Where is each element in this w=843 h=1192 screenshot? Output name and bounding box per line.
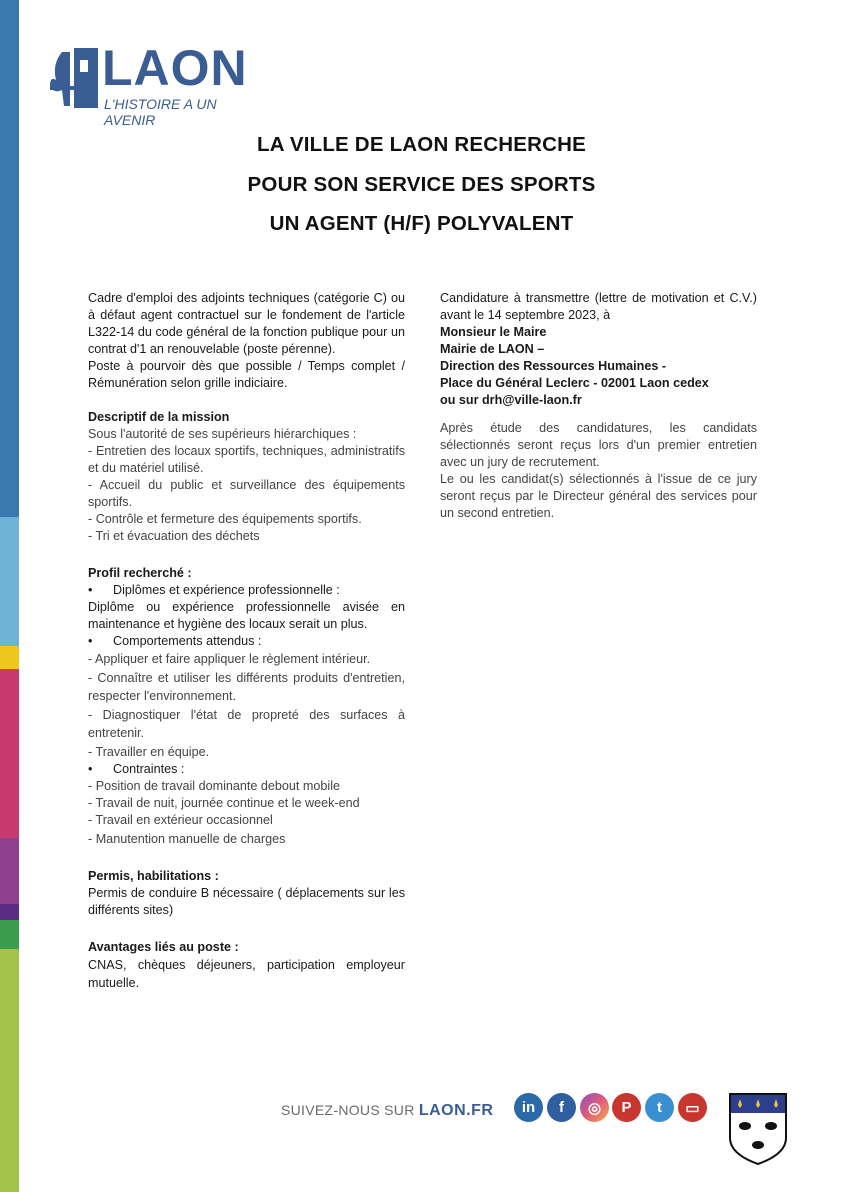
bullet: • bbox=[88, 762, 93, 776]
contrainte-item: - Manutention manuelle de charges bbox=[88, 832, 286, 846]
color-stripe bbox=[0, 838, 19, 904]
contrainte-item: - Travail de nuit, journée continue et le week-end bbox=[88, 796, 360, 810]
contact-email[interactable]: ou sur drh@ville-laon.fr bbox=[440, 393, 582, 407]
fleur-de-lis-icon bbox=[48, 46, 100, 112]
title-line-3: UN AGENT (H/F) POLYVALENT bbox=[269, 212, 574, 235]
comportement-item: - Appliquer et faire appliquer le règlement intérieur. bbox=[88, 652, 371, 666]
mission-lead: Sous l'autorité de ses supérieurs hiérarchiques : bbox=[88, 427, 357, 441]
candidature-text: Candidature à transmettre (lettre de motivation et C.V.) avant le 14 septembre 2023, à bbox=[440, 291, 757, 322]
permis-heading: Permis, habilitations : bbox=[88, 869, 219, 883]
laon-logo bbox=[48, 40, 268, 128]
instagram-icon[interactable]: ◎ bbox=[580, 1093, 609, 1122]
color-stripe bbox=[0, 949, 19, 1192]
avantages-heading: Avantages liés au poste : bbox=[88, 940, 239, 954]
comportement-item: - Connaître et utiliser les différents produits d'entretien, respecter l'environnement. bbox=[88, 670, 405, 703]
permis-text: Permis de conduire B nécessaire ( déplacements sur les différents sites) bbox=[88, 886, 405, 917]
diplomes-heading: Diplômes et expérience professionnelle : bbox=[113, 583, 340, 597]
twitter-icon[interactable]: t bbox=[645, 1093, 674, 1122]
contrainte-item: - Travail en extérieur occasionnel bbox=[88, 813, 273, 827]
color-stripe bbox=[0, 669, 19, 838]
mission-heading: Descriptif de la mission bbox=[88, 410, 230, 424]
pinterest-icon[interactable]: P bbox=[612, 1093, 641, 1122]
follow-us bbox=[281, 1101, 493, 1120]
comportement-item: - Travailler en équipe. bbox=[88, 744, 210, 759]
color-stripe bbox=[0, 904, 19, 920]
comportements-heading: Comportements attendus : bbox=[113, 634, 262, 648]
contrainte-item: - Position de travail dominante debout mobile bbox=[88, 779, 341, 793]
title-line-2: POUR SON SERVICE DES SPORTS bbox=[247, 173, 596, 196]
profil-heading: Profil recherché : bbox=[88, 566, 192, 580]
bullet: • bbox=[88, 634, 93, 648]
right-column bbox=[440, 290, 757, 522]
avantages-text: CNAS, chèques déjeuners, participation employeur mutuelle. bbox=[88, 958, 405, 990]
intro-text: Cadre d'emploi des adjoints techniques (catégorie C) ou à défaut agent contractuel sur le fondement de l'article L322-14 du code général de la fonction publique pour un contrat d'1 an renouvelable (poste pérenne). bbox=[88, 291, 405, 356]
process-text-1: Après étude des candidatures, les candidats sélectionnés seront reçus lors d'un premier entretien avec un jury de recrutement. bbox=[440, 421, 757, 469]
intro-text-2: Poste à pourvoir dès que possible / Temps complet / Rémunération selon grille indiciaire. bbox=[88, 359, 405, 390]
diplomes-text: Diplôme ou expérience professionnelle avisée en maintenance et hygiène des locaux serait un plus. bbox=[88, 600, 405, 631]
color-stripe bbox=[0, 0, 19, 517]
process-text-2: Le ou les candidat(s) sélectionnés à l'issue de ce jury seront reçus par le Directeur général des services pour un second entretien. bbox=[440, 472, 757, 520]
mission-item: - Tri et évacuation des déchets bbox=[88, 529, 260, 543]
comportement-item: - Diagnostiquer l'état de propreté des surfaces à entretenir. bbox=[88, 707, 405, 740]
color-stripe bbox=[0, 920, 19, 949]
color-stripe bbox=[0, 517, 19, 646]
address-line: Mairie de LAON – bbox=[440, 342, 545, 356]
follow-label: SUIVEZ-NOUS SUR bbox=[281, 1102, 419, 1118]
youtube-icon[interactable]: ▭ bbox=[678, 1093, 707, 1122]
coat-of-arms-icon bbox=[728, 1092, 788, 1166]
logo-tagline: L'HISTOIRE A UN AVENIR bbox=[104, 96, 217, 128]
address-line: Direction des Ressources Humaines - bbox=[440, 359, 667, 373]
mission-item: - Contrôle et fermeture des équipements sportifs. bbox=[88, 512, 362, 526]
facebook-icon[interactable]: f bbox=[547, 1093, 576, 1122]
linkedin-icon[interactable]: in bbox=[514, 1093, 543, 1122]
address-line: Place du Général Leclerc - 02001 Laon cedex bbox=[440, 376, 709, 390]
color-stripe bbox=[0, 646, 19, 669]
title-line-1: LA VILLE DE LAON RECHERCHE bbox=[256, 133, 587, 156]
left-column bbox=[88, 290, 405, 992]
address-line: Monsieur le Maire bbox=[440, 325, 547, 339]
mission-item: - Accueil du public et surveillance des équipements sportifs. bbox=[88, 478, 405, 509]
contraintes-heading: Contraintes : bbox=[113, 762, 185, 776]
bullet: • bbox=[88, 583, 93, 597]
logo-name: LAON bbox=[102, 40, 248, 96]
mission-item: - Entretien des locaux sportifs, techniques, administratifs et du matériel utilisé. bbox=[88, 444, 405, 475]
website-link[interactable]: LAON.FR bbox=[418, 1102, 494, 1119]
